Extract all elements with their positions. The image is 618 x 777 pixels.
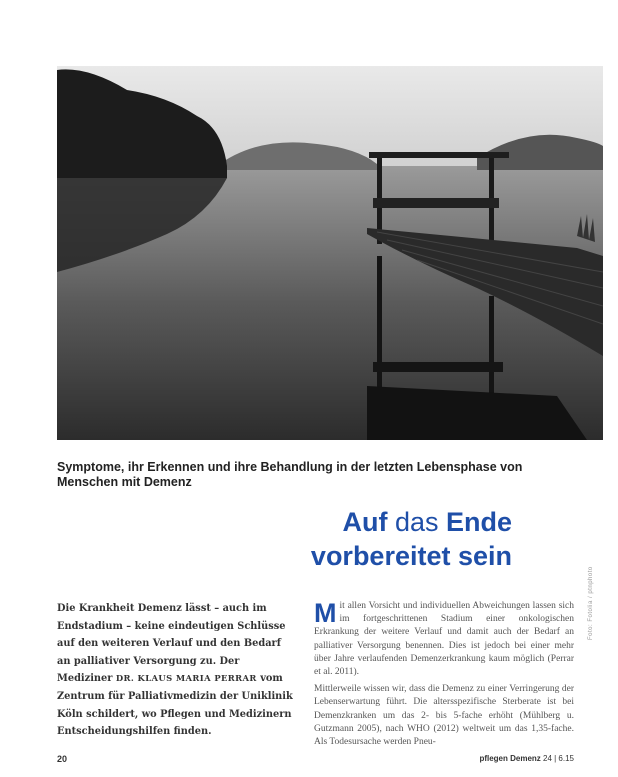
article-title xyxy=(311,505,512,573)
journal-name: pflegen Demenz xyxy=(479,754,541,763)
photo-credit: Foto: Fotolia / ptnphoto xyxy=(588,566,594,640)
title-line-2: vorbereitet sein xyxy=(310,541,512,571)
lead-text-2: vom Zentrum für Palliativmedizin der Uniklinik Köln schildert, wo Pflegen und Medizinern Entscheidungshilfen finden. xyxy=(57,673,293,738)
title-word-auf: Auf xyxy=(342,507,388,537)
lake-jetty-photo xyxy=(57,66,603,440)
drop-cap: M xyxy=(314,598,337,628)
author-name: DR. KLAUS MARIA PERRAR xyxy=(115,673,257,684)
lead-text-1: Die Krankheit Demenz lässt – auch im Endstadium – keine eindeutigen Schlüsse auf den weiteren Verlauf und den Bedarf an palliativer Versorgung zu. Der Mediziner xyxy=(57,603,286,685)
body-text-1: it allen Vorsicht und individuellen Abweichungen lassen sich im fortgeschrittenen Stadium einer onkologischen Erkrankung der weitere Verlauf und damit auch der Bedarf an palliativer Versorgung benennen. Dies ist jedoch bei einer mehr über Jahre verlaufenden Demenzerkrankung kaum möglich (Perrar et al. 2011). xyxy=(314,601,574,678)
page-number: 20 xyxy=(57,754,68,764)
title-word-ende: Ende xyxy=(445,507,512,537)
body-paragraph-1 xyxy=(314,600,574,679)
body-paragraph-2: Mittlerweile wissen wir, dass die Demenz zu einer Verringerung der Lebenserwartung führt. Die altersspezifische Sterberate ist bei Demenzkranken um das 2- bis 5-fache erhöht (Mühlberg u. Gutzmann 2005), nach WHO (2012) weltweit um das 1,35-fache. Als Todesursache werden Pneu- xyxy=(314,684,574,748)
journal-footer xyxy=(479,754,574,763)
title-line-1 xyxy=(311,505,512,539)
article-subtitle: Symptome, ihr Erkennen und ihre Behandlung in der letzten Lebensphase von Menschen mit Demenz xyxy=(57,460,523,489)
journal-issue: 24 | 6.15 xyxy=(540,754,574,763)
title-word-das: das xyxy=(387,507,446,537)
lead-paragraph xyxy=(57,600,297,741)
body-column xyxy=(314,600,574,753)
